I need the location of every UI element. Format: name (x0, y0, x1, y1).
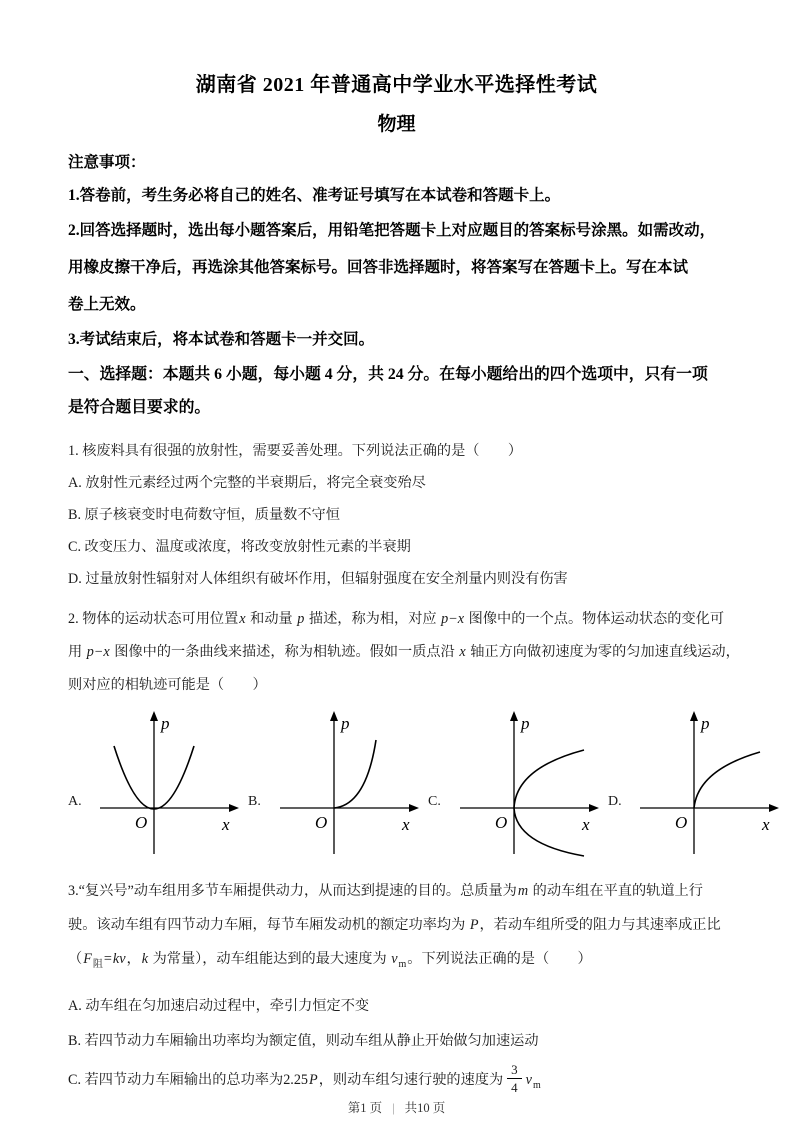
axis-label-x: x (582, 815, 590, 834)
phase-graph-a (92, 708, 240, 858)
text-segment: = (103, 951, 112, 967)
phase-graph-b (272, 708, 420, 858)
text-segment: kv (112, 951, 126, 967)
text-segment: 描述，称为相，对应 (305, 611, 441, 627)
text-segment: ，若动车组所受的阻力与其速率成正比 (479, 917, 721, 933)
notice-item-2-line-3: 卷上无效。 (68, 296, 146, 313)
footer-separator: | (392, 1101, 395, 1115)
y-axis-arrow (150, 711, 158, 721)
text-segment: v (525, 1071, 532, 1088)
section-heading-line-2: 是符合题目要求的。 (68, 399, 211, 416)
axis-label-x: x (762, 815, 770, 834)
text-segment: x (239, 611, 246, 627)
section-heading (68, 358, 725, 424)
phase-graph-c (452, 708, 600, 858)
notice-heading: 注意事项： (68, 154, 146, 171)
x-axis-arrow (229, 804, 239, 812)
text-segment: 2. 物体的运动状态可用位置 (68, 611, 239, 627)
question-1-stem: 1. 核废料具有很强的放射性，需要妥善处理。下列说法正确的是（ ） (68, 443, 523, 459)
text-segment: A. 动车组在匀加速启动过程中，牵引力恒定不变 (68, 998, 370, 1014)
text-segment: 阻 (92, 959, 103, 970)
question-2-figures (68, 708, 770, 864)
y-axis-arrow (330, 711, 338, 721)
text-segment: ， (126, 951, 141, 967)
text-segment: p (297, 611, 305, 627)
text-segment: m (532, 1079, 541, 1091)
text-segment: 。下列说法正确的是（ ） (407, 951, 592, 967)
question-3-stem-line-3 (68, 942, 725, 982)
figure-d-label: D. (608, 794, 622, 809)
text-segment: m (517, 883, 529, 899)
figure-c-label: C. (428, 794, 441, 809)
text-segment: P (309, 1071, 318, 1088)
text-segment: ，则动车组匀速行驶的速度为 (318, 1071, 504, 1088)
figure-option-b (248, 708, 420, 858)
question-1-option-c: C. 改变压力、温度或浓度，将改变放射性元素的半衰期 (68, 539, 411, 555)
text-segment: 图像中的一个点。物体运动状态的变化可 (465, 611, 725, 627)
x-axis-arrow (409, 804, 419, 812)
phase-graph-d (632, 708, 780, 858)
question-3-stem (68, 874, 725, 982)
question-2-stem-line-1 (68, 603, 725, 636)
y-axis-arrow (510, 711, 518, 721)
axis-label-p: p (521, 714, 530, 733)
figure-option-a (68, 708, 240, 858)
text-segment: 则对应的相轨迹可能是（ ） (68, 677, 267, 693)
text-segment: 2.25 (283, 1071, 309, 1088)
notice-item-3: 3.考试结束后，将本试卷和答题卡一并交回。 (68, 331, 375, 348)
axis-label-p: p (341, 714, 350, 733)
exam-title: 湖南省 2021 年普通高中学业水平选择性考试 (195, 74, 598, 96)
text-segment: F (83, 951, 92, 967)
question-3-option-c (68, 1063, 725, 1102)
section-heading-line-1: 一、选择题：本题共 6 小题，每小题 4 分，共 24 分。在每小题给出的四个选项中，只有一项 (68, 366, 708, 383)
question-1-option-b: B. 原子核衰变时电荷数守恒，质量数不守恒 (68, 507, 340, 523)
figure-a-label: A. (68, 794, 82, 809)
curve-sqrt (694, 752, 760, 808)
curve-half-parabola (334, 740, 376, 808)
notice-item-2 (68, 212, 725, 323)
origin-label: O (315, 813, 328, 832)
text-segment: 为常量），动车组能达到的最大速度为 (149, 951, 391, 967)
question-2-stem-line-2 (68, 636, 740, 669)
origin-label: O (675, 813, 688, 832)
curve-sideways-parabola-upper (514, 750, 584, 808)
question-2-stem (68, 603, 740, 702)
figure-option-c (428, 708, 600, 858)
subject-title: 物理 (377, 114, 416, 135)
axis-label-x: x (222, 815, 230, 834)
question-1-option-a: A. 放射性元素经过两个完整的半衰期后，将完全衰变殆尽 (68, 475, 426, 491)
origin-label: O (135, 813, 148, 832)
question-3-option-b (68, 1025, 725, 1057)
text-segment: 和动量 (246, 611, 297, 627)
footer-total-pages: 共10 页 (404, 1101, 446, 1115)
text-segment: P (469, 917, 479, 933)
text-segment: 用 (68, 644, 86, 660)
page-footer (0, 1098, 793, 1116)
origin-label: O (495, 813, 508, 832)
question-3-stem-line-1 (68, 874, 725, 908)
text-segment: 轴正方向做初速度为零的匀加速直线运动， (466, 644, 740, 660)
question-2-stem-line-3 (68, 669, 725, 702)
notice-item-1: 1.答卷前，考生务必将自己的姓名、准考证号填写在本试卷和答题卡上。 (68, 187, 561, 204)
x-axis-arrow (589, 804, 599, 812)
axis-label-p: p (161, 714, 170, 733)
footer-page-number: 第1 页 (347, 1101, 383, 1115)
text-segment: m (398, 959, 407, 970)
text-segment: 驶。该动车组有四节动力车厢，每节车厢发动机的额定功率均为 (68, 917, 469, 933)
fraction: $\frac{3}{4}$ (507, 1063, 522, 1094)
axis-label-x: x (402, 815, 410, 834)
page-content (0, 72, 793, 1102)
x-axis-arrow (769, 804, 779, 812)
question-3-option-a (68, 990, 725, 1022)
notice-item-2-line-1: 2.回答选择题时，选出每小题答案后，用铅笔把答题卡上对应题目的答案标号涂黑。如需改动， (68, 222, 716, 239)
y-axis-arrow (690, 711, 698, 721)
text-segment: k (141, 951, 149, 967)
text-segment: 3.“复兴号”动车组用多节车厢提供动力，从而达到提速的目的。总质量为 (68, 883, 517, 899)
text-segment: 的动车组在平直的轨道上行 (529, 883, 703, 899)
text-segment: B. 若四节动力车厢输出功率均为额定值，则动车组从静止开始做匀加速运动 (68, 1033, 539, 1049)
figure-option-d (608, 708, 780, 858)
curve-sideways-parabola-lower (514, 808, 584, 856)
text-segment: （ (68, 951, 83, 967)
text-segment: p−x (441, 611, 465, 627)
question-1-option-d: D. 过量放射性辐射对人体组织有破坏作用，但辐射强度在安全剂量内则没有伤害 (68, 571, 568, 587)
text-segment: x (459, 644, 466, 660)
question-3-stem-line-2 (68, 908, 725, 942)
text-segment: 图像中的一条曲线来描述，称为相轨迹。假如一质点沿 (110, 644, 459, 660)
text-segment: p−x (86, 644, 110, 660)
text-segment: C. 若四节动力车厢输出的总功率为 (68, 1071, 284, 1088)
figure-b-label: B. (248, 794, 261, 809)
axis-label-p: p (701, 714, 710, 733)
notice-item-2-line-2: 用橡皮擦干净后，再选涂其他答案标号。回答非选择题时，将答案写在答题卡上。写在本试 (68, 259, 689, 276)
text-segment: v (391, 951, 398, 967)
